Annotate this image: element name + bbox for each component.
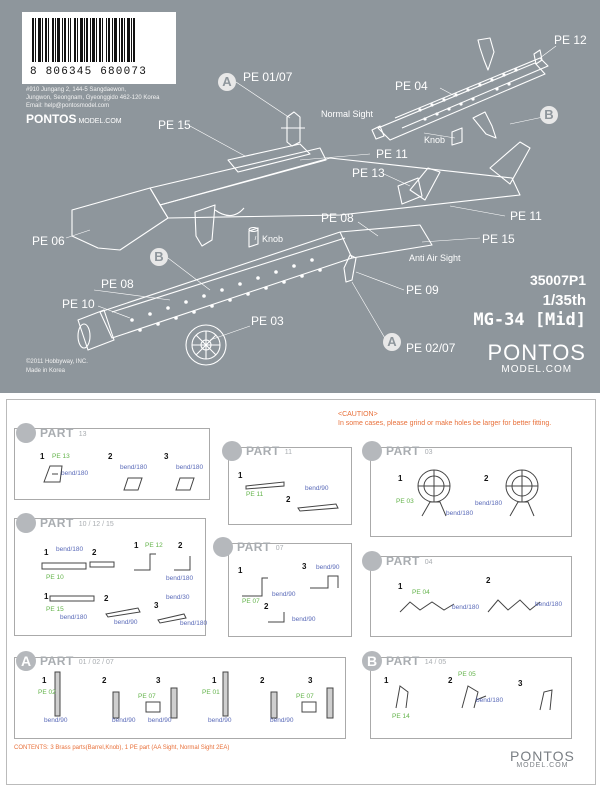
caution-note	[338, 410, 551, 428]
part-number: 03	[424, 449, 433, 456]
bend-label: bend/90	[305, 485, 329, 492]
step-number: 1	[42, 676, 47, 685]
step-number: 1	[238, 471, 243, 480]
logo-wordmark: PONTOS	[510, 748, 575, 764]
normal-sight-part	[112, 690, 122, 720]
pe-label: PE 02	[38, 689, 56, 696]
bend-label: bend/180	[475, 500, 503, 507]
pe-label: PE 05	[458, 671, 476, 678]
pe07-part	[240, 574, 270, 600]
part-101215-header	[16, 513, 114, 533]
normal-sight-part	[170, 686, 180, 720]
bend-label: bend/180	[166, 575, 194, 582]
part-03-header	[362, 441, 433, 461]
copyright-line: Made in Korea	[26, 368, 66, 374]
pe-label: PE 07	[296, 693, 314, 700]
mg34-illustration	[0, 0, 600, 393]
step-number: 2	[260, 676, 265, 685]
step-number: 3	[518, 679, 523, 688]
callout-anti-air-sight: Anti Air Sight	[409, 253, 461, 263]
part-11-header	[222, 441, 292, 461]
pe-label: PE 07	[242, 598, 260, 605]
callout-pe09: PE 09	[406, 283, 439, 297]
normal-sight-part	[270, 690, 280, 720]
pe-label: PE 12	[145, 542, 163, 549]
step-number: 1	[384, 676, 389, 685]
pe-label: PE 11	[246, 491, 264, 498]
part-number: 01 / 02 / 07	[78, 659, 114, 666]
part-label: PART	[40, 516, 74, 530]
pe14-part	[390, 682, 414, 712]
step-number: 2	[102, 676, 107, 685]
part-number: 04	[424, 559, 433, 566]
pe05-part	[536, 686, 558, 714]
pe07-part	[308, 572, 342, 592]
caution-title: <CAUTION>	[338, 411, 378, 418]
step-number: 1	[44, 548, 49, 557]
step-number: 1	[40, 452, 45, 461]
logo-wordmark: PONTOS	[487, 340, 586, 365]
bend-label: bend/90	[114, 619, 138, 626]
pe11-part	[296, 500, 340, 512]
callout-pe08: PE 08	[321, 211, 354, 225]
address-line: #910 Jungang 2, 144-5 Sangdaewon,	[26, 87, 127, 93]
step-number: 3	[302, 562, 307, 571]
pe15-part	[48, 594, 98, 604]
logo-subtext: MODEL.COM	[501, 364, 573, 375]
bend-label: bend/90	[44, 717, 68, 724]
step-number: 2	[448, 676, 453, 685]
copyright	[26, 358, 88, 376]
circle-b-icon: B	[540, 106, 558, 124]
part-label: PART	[386, 554, 420, 568]
bend-label: bend/180	[446, 510, 474, 517]
part-13-header	[16, 423, 87, 443]
part-bullet	[362, 551, 382, 571]
part-bullet	[16, 513, 36, 533]
step-number: 1	[398, 474, 403, 483]
callout-pe12: PE 12	[554, 33, 587, 47]
part-bullet	[362, 441, 382, 461]
callout-normal-sight: Normal Sight	[321, 109, 374, 119]
product-code: 35007P1	[529, 272, 586, 288]
step-number: 2	[178, 541, 183, 550]
logo-wordmark: PONTOS	[26, 112, 77, 126]
step-number: 2	[486, 576, 491, 585]
bend-label: bend/180	[176, 464, 204, 471]
part-label: PART	[386, 444, 420, 458]
logo-subtext: MODEL.COM	[78, 118, 122, 125]
pe12-part	[172, 552, 196, 574]
part-bullet: A	[16, 651, 36, 671]
bend-label: bend/90	[208, 717, 232, 724]
callout-knob: Knob	[262, 234, 284, 244]
copyright-line: ©2011 Hobbyway, INC.	[26, 359, 88, 365]
bend-label: bend/180	[56, 546, 84, 553]
pe07-part	[266, 608, 290, 626]
part-04-header	[362, 551, 433, 571]
step-number: 1	[212, 676, 217, 685]
address-line: Email: help@pontosmodel.com	[26, 103, 110, 109]
step-number: 2	[484, 474, 489, 483]
part-bullet: B	[362, 651, 382, 671]
pe07-part	[144, 700, 164, 716]
part-label: PART	[40, 426, 74, 440]
pe10-part	[40, 560, 90, 572]
pe-label: PE 04	[412, 589, 430, 596]
callout-pe08: PE 08	[101, 277, 134, 291]
pe-label: PE 14	[392, 713, 410, 720]
address-line: Jungwon, Seongnam, Gyeonggido 462-120 Korea	[26, 95, 160, 101]
callout-pe0207: PE 02/07	[406, 341, 456, 355]
callout-pe13: PE 13	[352, 166, 385, 180]
pe12-part	[130, 552, 160, 574]
step-number: 3	[156, 676, 161, 685]
callout-knob: Knob	[424, 135, 446, 145]
bend-label: bend/90	[316, 564, 340, 571]
callout-pe06: PE 06	[32, 234, 65, 248]
pe15-part	[104, 604, 142, 618]
callout-pe03: PE 03	[251, 314, 284, 328]
callout-pe0107: PE 01/07	[243, 70, 293, 84]
pontos-logo-footer	[510, 748, 575, 769]
part-label: PART	[237, 540, 271, 554]
pe13-part	[120, 474, 146, 494]
pe11-part	[244, 480, 286, 490]
scale-label: 1/35th	[542, 292, 586, 309]
bend-label: bend/90	[292, 616, 316, 623]
step-number: 1	[44, 592, 49, 601]
part-number: 13	[78, 431, 87, 438]
pe-label: PE 07	[138, 693, 156, 700]
normal-sight-part	[326, 686, 336, 720]
callout-pe10: PE 10	[62, 297, 95, 311]
drum-magazine-part	[500, 466, 544, 522]
part-bullet	[213, 537, 233, 557]
step-number: 2	[108, 452, 113, 461]
bend-label: bend/180	[452, 604, 480, 611]
bend-label: bend/180	[535, 601, 563, 608]
step-number: 2	[104, 594, 109, 603]
callout-pe15: PE 15	[158, 118, 191, 132]
bend-label: bend/180	[120, 464, 148, 471]
bend-label: bend/180	[61, 470, 89, 477]
callout-pe11: PE 11	[376, 147, 408, 161]
part-bullet	[222, 441, 242, 461]
model-name: MG-34 [Mid]	[473, 310, 586, 330]
circle-a-icon: A	[218, 73, 236, 91]
step-number: 2	[264, 602, 269, 611]
step-number: 2	[92, 548, 97, 557]
cover-panel	[0, 0, 600, 393]
logo-subtext: MODEL.COM	[516, 762, 569, 769]
callout-pe11: PE 11	[510, 209, 542, 223]
bend-label: bend/30	[166, 594, 190, 601]
part-b-header	[362, 651, 446, 671]
part-number: 14 / 05	[424, 659, 447, 666]
circle-b-icon: B	[150, 248, 168, 266]
bend-label: bend/180	[60, 614, 88, 621]
bend-label: bend/90	[148, 717, 172, 724]
part-number: 10 / 12 / 15	[78, 521, 114, 528]
pe-label: PE 15	[46, 606, 64, 613]
part-label: PART	[40, 654, 74, 668]
part-bullet	[16, 423, 36, 443]
step-number: 1	[398, 582, 403, 591]
step-number: 3	[164, 452, 169, 461]
step-number: 3	[308, 676, 313, 685]
step-number: 1	[134, 541, 139, 550]
part-label: PART	[386, 654, 420, 668]
pontos-logo	[487, 340, 586, 375]
barcode-number: 8 806345 680073	[30, 66, 148, 78]
part-label: PART	[246, 444, 280, 458]
pe04-part	[396, 596, 460, 618]
part-07-header	[213, 537, 284, 557]
step-number: 1	[238, 566, 243, 575]
part-a-header	[16, 651, 114, 671]
callout-pe04: PE 04	[395, 79, 428, 93]
pe-label: PE 03	[396, 498, 414, 505]
normal-sight-part	[222, 670, 230, 718]
pe13-part	[172, 474, 198, 494]
bend-label: bend/90	[112, 717, 136, 724]
step-number: 2	[286, 495, 291, 504]
pe10-part	[88, 560, 118, 570]
callout-pe15: PE 15	[482, 232, 515, 246]
contents-note: CONTENTS: 3 Brass parts(Barrel,Knob), 1 PE part (AA Sight, Normal Sight 2EA)	[14, 745, 230, 751]
bend-label: bend/90	[272, 591, 296, 598]
step-number: 3	[154, 601, 159, 610]
pe-label: PE 01	[202, 689, 220, 696]
circle-a-icon: A	[383, 333, 401, 351]
caution-text: In some cases, please grind or make holes be larger for better fitting.	[338, 420, 552, 427]
bend-label: bend/180	[180, 620, 208, 627]
pe-label: PE 10	[46, 574, 64, 581]
pe13-part	[40, 462, 66, 486]
pe-label: PE 13	[52, 453, 70, 460]
part-number: 07	[275, 545, 284, 552]
pe07-part	[300, 700, 320, 716]
part-number: 11	[284, 449, 293, 456]
bend-label: bend/90	[270, 717, 294, 724]
bend-label: bend/180	[476, 697, 504, 704]
